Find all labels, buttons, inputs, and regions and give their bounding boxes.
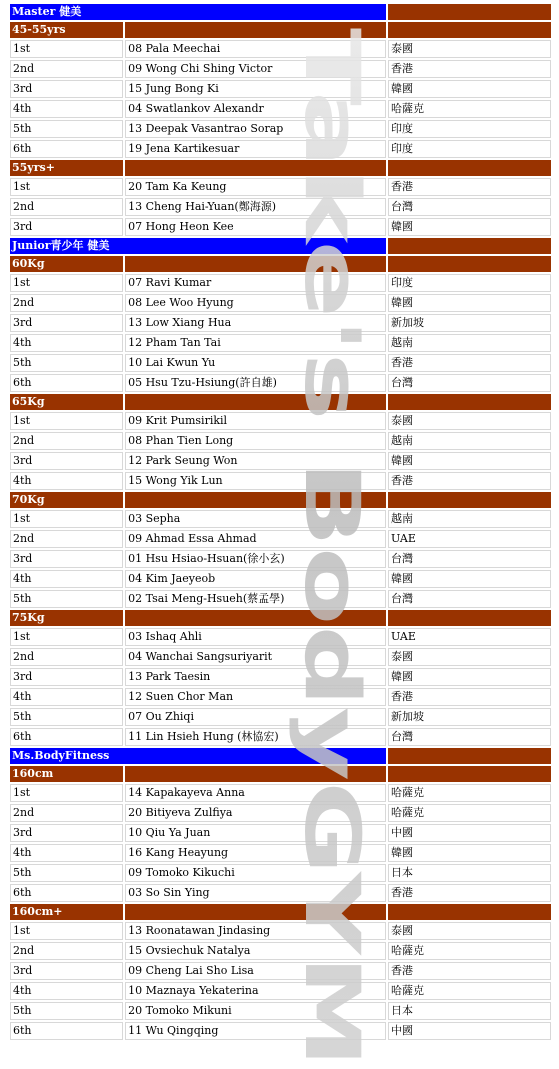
placing-cell: 1st [10, 784, 123, 802]
country-cell: 韓國 [388, 218, 551, 236]
athlete-cell: 16 Kang Heayung [125, 844, 386, 862]
category-header-row [10, 160, 551, 176]
athlete-cell: 09 Cheng Lai Sho Lisa [125, 962, 386, 980]
table-row [10, 728, 551, 746]
athlete-cell: 04 Swatlankov Alexandr [125, 100, 386, 118]
table-row [10, 570, 551, 588]
table-row [10, 942, 551, 960]
placing-cell: 3rd [10, 824, 123, 842]
placing-cell: 2nd [10, 942, 123, 960]
athlete-cell: 11 Lin Hsieh Hung (林協宏) [125, 728, 386, 746]
category-header-row [10, 22, 551, 38]
athlete-cell: 07 Ou Zhiqi [125, 708, 386, 726]
country-cell: 泰國 [388, 648, 551, 666]
athlete-cell: 04 Kim Jaeyeob [125, 570, 386, 588]
table-row [10, 178, 551, 196]
category-header-spacer [388, 904, 551, 920]
athlete-cell: 20 Tam Ka Keung [125, 178, 386, 196]
table-row [10, 884, 551, 902]
country-cell: 台灣 [388, 198, 551, 216]
country-cell: 香港 [388, 354, 551, 372]
country-cell: UAE [388, 628, 551, 646]
athlete-cell: 12 Suen Chor Man [125, 688, 386, 706]
country-cell: 台灣 [388, 590, 551, 608]
athlete-cell: 09 Krit Pumsirikil [125, 412, 386, 430]
table-row [10, 80, 551, 98]
country-cell: 韓國 [388, 452, 551, 470]
table-row [10, 294, 551, 312]
section-header-spacer [388, 238, 551, 254]
placing-cell: 2nd [10, 198, 123, 216]
table-row [10, 590, 551, 608]
section-header-spacer [388, 748, 551, 764]
athlete-cell: 20 Bitiyeva Zulfiya [125, 804, 386, 822]
section-header-row [10, 748, 551, 764]
placing-cell: 6th [10, 140, 123, 158]
athlete-cell: 15 Jung Bong Ki [125, 80, 386, 98]
category-header-spacer [125, 904, 386, 920]
table-row [10, 962, 551, 980]
category-header-spacer [125, 160, 386, 176]
table-row [10, 140, 551, 158]
country-cell: 印度 [388, 140, 551, 158]
athlete-cell: 13 Park Taesin [125, 668, 386, 686]
placing-cell: 1st [10, 922, 123, 940]
athlete-cell: 09 Wong Chi Shing Victor [125, 60, 386, 78]
country-cell: 哈薩克 [388, 942, 551, 960]
section-header-row [10, 4, 551, 20]
category-header-spacer [125, 610, 386, 626]
section-header-spacer [388, 4, 551, 20]
section-header-row [10, 238, 551, 254]
athlete-cell: 10 Lai Kwun Yu [125, 354, 386, 372]
country-cell: 台灣 [388, 728, 551, 746]
athlete-cell: 10 Qiu Ya Juan [125, 824, 386, 842]
athlete-cell: 13 Cheng Hai-Yuan(鄭海源) [125, 198, 386, 216]
athlete-cell: 19 Jena Kartikesuar [125, 140, 386, 158]
country-cell: 中國 [388, 1022, 551, 1040]
country-cell: 台灣 [388, 374, 551, 392]
placing-cell: 5th [10, 590, 123, 608]
country-cell: 香港 [388, 472, 551, 490]
placing-cell: 3rd [10, 80, 123, 98]
athlete-cell: 07 Hong Heon Kee [125, 218, 386, 236]
table-row [10, 688, 551, 706]
athlete-cell: 03 Ishaq Ahli [125, 628, 386, 646]
category-header-spacer [125, 256, 386, 272]
country-cell: 新加坡 [388, 708, 551, 726]
placing-cell: 1st [10, 178, 123, 196]
category-title: 160cm+ [10, 904, 123, 920]
placing-cell: 3rd [10, 668, 123, 686]
placing-cell: 6th [10, 884, 123, 902]
athlete-cell: 08 Phan Tien Long [125, 432, 386, 450]
category-header-spacer [388, 160, 551, 176]
table-row [10, 120, 551, 138]
athlete-cell: 02 Tsai Meng-Hsueh(蔡孟學) [125, 590, 386, 608]
table-row [10, 432, 551, 450]
placing-cell: 4th [10, 334, 123, 352]
placing-cell: 3rd [10, 452, 123, 470]
category-header-spacer [125, 22, 386, 38]
category-header-row [10, 766, 551, 782]
country-cell: 香港 [388, 60, 551, 78]
table-row [10, 60, 551, 78]
category-header-row [10, 394, 551, 410]
athlete-cell: 09 Tomoko Kikuchi [125, 864, 386, 882]
category-title: 65Kg [10, 394, 123, 410]
table-row [10, 354, 551, 372]
country-cell: 泰國 [388, 40, 551, 58]
category-header-spacer [388, 492, 551, 508]
athlete-cell: 20 Tomoko Mikuni [125, 1002, 386, 1020]
placing-cell: 1st [10, 510, 123, 528]
placing-cell: 3rd [10, 962, 123, 980]
category-header-row [10, 904, 551, 920]
section-title: Junior青少年 健美 [10, 238, 386, 254]
country-cell: 哈薩克 [388, 982, 551, 1000]
table-row [10, 844, 551, 862]
category-header-row [10, 610, 551, 626]
placing-cell: 6th [10, 728, 123, 746]
category-header-spacer [388, 256, 551, 272]
country-cell: 哈薩克 [388, 804, 551, 822]
athlete-cell: 13 Low Xiang Hua [125, 314, 386, 332]
athlete-cell: 03 Sepha [125, 510, 386, 528]
country-cell: 哈薩克 [388, 100, 551, 118]
placing-cell: 2nd [10, 648, 123, 666]
category-header-row [10, 256, 551, 272]
athlete-cell: 09 Ahmad Essa Ahmad [125, 530, 386, 548]
category-header-spacer [388, 22, 551, 38]
athlete-cell: 08 Lee Woo Hyung [125, 294, 386, 312]
category-header-spacer [125, 766, 386, 782]
placing-cell: 2nd [10, 530, 123, 548]
category-title: 60Kg [10, 256, 123, 272]
placing-cell: 5th [10, 864, 123, 882]
athlete-cell: 13 Deepak Vasantrao Sorap [125, 120, 386, 138]
section-title: Master 健美 [10, 4, 386, 20]
country-cell: 新加坡 [388, 314, 551, 332]
athlete-cell: 08 Pala Meechai [125, 40, 386, 58]
watermark-text: Take's BodyGYM [288, 28, 377, 722]
table-row [10, 982, 551, 1000]
category-header-spacer [125, 492, 386, 508]
athlete-cell: 04 Wanchai Sangsuriyarit [125, 648, 386, 666]
category-header-spacer [388, 394, 551, 410]
athlete-cell: 15 Wong Yik Lun [125, 472, 386, 490]
athlete-cell: 13 Roonatawan Jindasing [125, 922, 386, 940]
category-header-spacer [388, 610, 551, 626]
country-cell: 越南 [388, 432, 551, 450]
country-cell: 香港 [388, 884, 551, 902]
placing-cell: 6th [10, 374, 123, 392]
placing-cell: 4th [10, 844, 123, 862]
placing-cell: 2nd [10, 432, 123, 450]
table-row [10, 218, 551, 236]
placing-cell: 3rd [10, 550, 123, 568]
category-title: 55yrs+ [10, 160, 123, 176]
table-row [10, 100, 551, 118]
country-cell: 香港 [388, 962, 551, 980]
table-row [10, 530, 551, 548]
placing-cell: 4th [10, 982, 123, 1000]
country-cell: 韓國 [388, 570, 551, 588]
category-title: 45-55yrs [10, 22, 123, 38]
table-row [10, 784, 551, 802]
table-row [10, 274, 551, 292]
placing-cell: 6th [10, 1022, 123, 1040]
placing-cell: 5th [10, 354, 123, 372]
country-cell: 印度 [388, 120, 551, 138]
placing-cell: 4th [10, 100, 123, 118]
placing-cell: 2nd [10, 60, 123, 78]
placing-cell: 5th [10, 1002, 123, 1020]
athlete-cell: 10 Maznaya Yekaterina [125, 982, 386, 1000]
category-header-spacer [388, 766, 551, 782]
country-cell: UAE [388, 530, 551, 548]
table-row [10, 1022, 551, 1040]
placing-cell: 1st [10, 412, 123, 430]
country-cell: 韓國 [388, 294, 551, 312]
placing-cell: 2nd [10, 804, 123, 822]
placing-cell: 4th [10, 570, 123, 588]
country-cell: 台灣 [388, 550, 551, 568]
athlete-cell: 11 Wu Qingqing [125, 1022, 386, 1040]
table-row [10, 550, 551, 568]
table-row [10, 922, 551, 940]
placing-cell: 2nd [10, 294, 123, 312]
results-body [10, 4, 551, 1040]
table-row [10, 40, 551, 58]
athlete-cell: 05 Hsu Tzu-Hsiung(許自雄) [125, 374, 386, 392]
table-row [10, 334, 551, 352]
athlete-cell: 01 Hsu Hsiao-Hsuan(徐小玄) [125, 550, 386, 568]
table-row [10, 668, 551, 686]
placing-cell: 4th [10, 472, 123, 490]
category-header-spacer [125, 394, 386, 410]
placing-cell: 1st [10, 274, 123, 292]
country-cell: 韓國 [388, 80, 551, 98]
table-row [10, 472, 551, 490]
category-title: 75Kg [10, 610, 123, 626]
table-row [10, 510, 551, 528]
placing-cell: 4th [10, 688, 123, 706]
placing-cell: 1st [10, 628, 123, 646]
table-row [10, 374, 551, 392]
table-row [10, 824, 551, 842]
table-row [10, 412, 551, 430]
table-row [10, 198, 551, 216]
category-title: 160cm [10, 766, 123, 782]
table-row [10, 1002, 551, 1020]
section-title: Ms.BodyFitness [10, 748, 386, 764]
athlete-cell: 12 Pham Tan Tai [125, 334, 386, 352]
placing-cell: 3rd [10, 314, 123, 332]
table-row [10, 314, 551, 332]
country-cell: 香港 [388, 178, 551, 196]
table-row [10, 628, 551, 646]
country-cell: 韓國 [388, 668, 551, 686]
athlete-cell: 03 So Sin Ying [125, 884, 386, 902]
country-cell: 越南 [388, 510, 551, 528]
country-cell: 越南 [388, 334, 551, 352]
athlete-cell: 14 Kapakayeva Anna [125, 784, 386, 802]
athlete-cell: 07 Ravi Kumar [125, 274, 386, 292]
country-cell: 印度 [388, 274, 551, 292]
table-row [10, 648, 551, 666]
country-cell: 韓國 [388, 844, 551, 862]
placing-cell: 3rd [10, 218, 123, 236]
results-table [8, 2, 553, 1042]
country-cell: 泰國 [388, 922, 551, 940]
athlete-cell: 12 Park Seung Won [125, 452, 386, 470]
country-cell: 香港 [388, 688, 551, 706]
table-row [10, 708, 551, 726]
country-cell: 哈薩克 [388, 784, 551, 802]
country-cell: 中國 [388, 824, 551, 842]
country-cell: 日本 [388, 1002, 551, 1020]
placing-cell: 1st [10, 40, 123, 58]
placing-cell: 5th [10, 708, 123, 726]
placing-cell: 5th [10, 120, 123, 138]
category-title: 70Kg [10, 492, 123, 508]
category-header-row [10, 492, 551, 508]
country-cell: 日本 [388, 864, 551, 882]
table-row [10, 452, 551, 470]
table-row [10, 804, 551, 822]
table-row [10, 864, 551, 882]
country-cell: 泰國 [388, 412, 551, 430]
athlete-cell: 15 Ovsiechuk Natalya [125, 942, 386, 960]
